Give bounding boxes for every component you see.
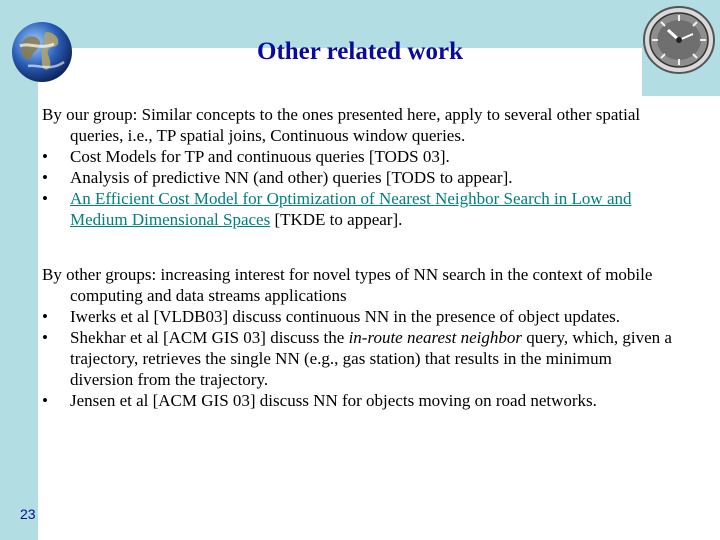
bullet-item: • Analysis of predictive NN (and other) queries [TODS to appear]. [42, 167, 672, 188]
bullet-item [42, 327, 672, 390]
slide-body [42, 104, 672, 411]
section2-bullets [42, 306, 672, 411]
section1-bullets [42, 146, 672, 230]
bullet-item: • Jensen et al [ACM GIS 03] discuss NN for objects moving on road networks. [42, 390, 672, 411]
bullet-item [42, 188, 672, 230]
slide-title: Other related work [257, 38, 463, 65]
page-number: 23 [20, 506, 36, 522]
section2-intro: By other groups: increasing interest for novel types of NN search in the context of mobile computing and data streams applications [42, 265, 653, 305]
emphasis-term: in-route nearest neighbor [348, 328, 523, 347]
bullet-prefix: Shekhar et al [ACM GIS 03] discuss the [70, 328, 349, 347]
bullet-suffix: query, which, given a trajectory, retrieves the single NN (e.g., gas station) that results in the minimum diversion from the trajectory. [70, 328, 672, 389]
section1-intro: By our group: Similar concepts to the ones presented here, apply to several other spatial queries, i.e., TP spatial joins, Continuous window queries. [42, 105, 641, 145]
bullet-item: • Iwerks et al [VLDB03] discuss continuous NN in the presence of object updates. [42, 306, 672, 327]
spacer [42, 230, 672, 264]
bullet-item: • Cost Models for TP and continuous queries [TODS 03]. [42, 146, 672, 167]
paper-link[interactable]: An Efficient Cost Model for Optimization of Nearest Neighbor Search in Low and Medium Dimensional Spaces [70, 189, 632, 229]
link-suffix: [TKDE to appear]. [270, 210, 403, 229]
